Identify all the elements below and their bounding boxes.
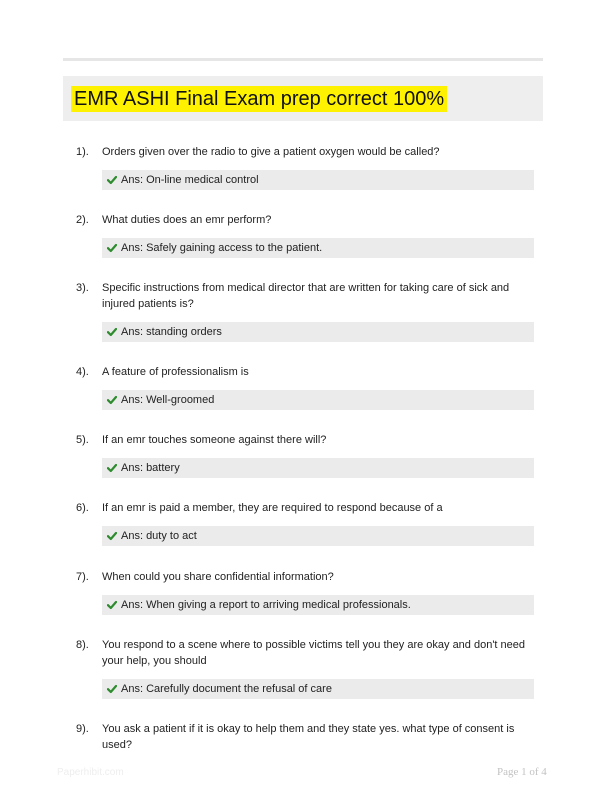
answer-text: Ans: duty to act — [121, 530, 197, 542]
question-number: 3). — [76, 282, 89, 294]
question-number: 1). — [76, 146, 89, 158]
question-text: Specific instructions from medical director that are written for taking care of sick and injured patients is? — [102, 282, 510, 310]
answer-text: Ans: When giving a report to arriving medical professionals. — [121, 599, 411, 611]
question-number: 6). — [76, 502, 89, 514]
question-number: 7). — [76, 571, 89, 583]
question-number: 4). — [76, 366, 89, 378]
answer-box — [102, 238, 534, 258]
question-text: You respond to a scene where to possible victims tell you they are okay and don't need your help, you should — [102, 639, 526, 667]
checkmark-icon — [107, 327, 117, 337]
question-number: 5). — [76, 434, 89, 446]
question-text: What duties does an emr perform? — [102, 214, 272, 226]
footer-watermark: Paperhibit.com — [57, 767, 124, 778]
answer-text: Ans: On-line medical control — [121, 174, 259, 186]
title-box — [63, 76, 543, 121]
checkmark-icon — [107, 531, 117, 541]
checkmark-icon — [107, 684, 117, 694]
top-rule — [63, 58, 543, 61]
checkmark-icon — [107, 600, 117, 610]
answer-text: Ans: Carefully document the refusal of care — [121, 683, 332, 695]
answer-box — [102, 322, 534, 342]
page-title: EMR ASHI Final Exam prep correct 100% — [71, 86, 447, 112]
answer-text: Ans: Safely gaining access to the patient. — [121, 242, 323, 254]
question-text: If an emr is paid a member, they are required to respond because of a — [102, 502, 443, 514]
answer-text: Ans: Well-groomed — [121, 394, 215, 406]
checkmark-icon — [107, 243, 117, 253]
answer-box — [102, 390, 534, 410]
question-text: A feature of professionalism is — [102, 366, 249, 378]
answer-text: Ans: standing orders — [121, 326, 222, 338]
answer-box — [102, 526, 534, 546]
question-number: 2). — [76, 214, 89, 226]
question-text: Orders given over the radio to give a patient oxygen would be called? — [102, 146, 440, 158]
answer-text: Ans: battery — [121, 462, 180, 474]
checkmark-icon — [107, 175, 117, 185]
answer-box — [102, 595, 534, 615]
checkmark-icon — [107, 463, 117, 473]
question-number: 8). — [76, 639, 89, 651]
page-number: Page 1 of 4 — [497, 766, 547, 778]
answer-box — [102, 170, 534, 190]
checkmark-icon — [107, 395, 117, 405]
answer-box — [102, 458, 534, 478]
question-text: You ask a patient if it is okay to help them and they state yes. what type of consent is used? — [102, 723, 515, 751]
question-number: 9). — [76, 723, 89, 735]
question-text: When could you share confidential information? — [102, 571, 334, 583]
answer-box — [102, 679, 534, 699]
question-text: If an emr touches someone against there will? — [102, 434, 327, 446]
